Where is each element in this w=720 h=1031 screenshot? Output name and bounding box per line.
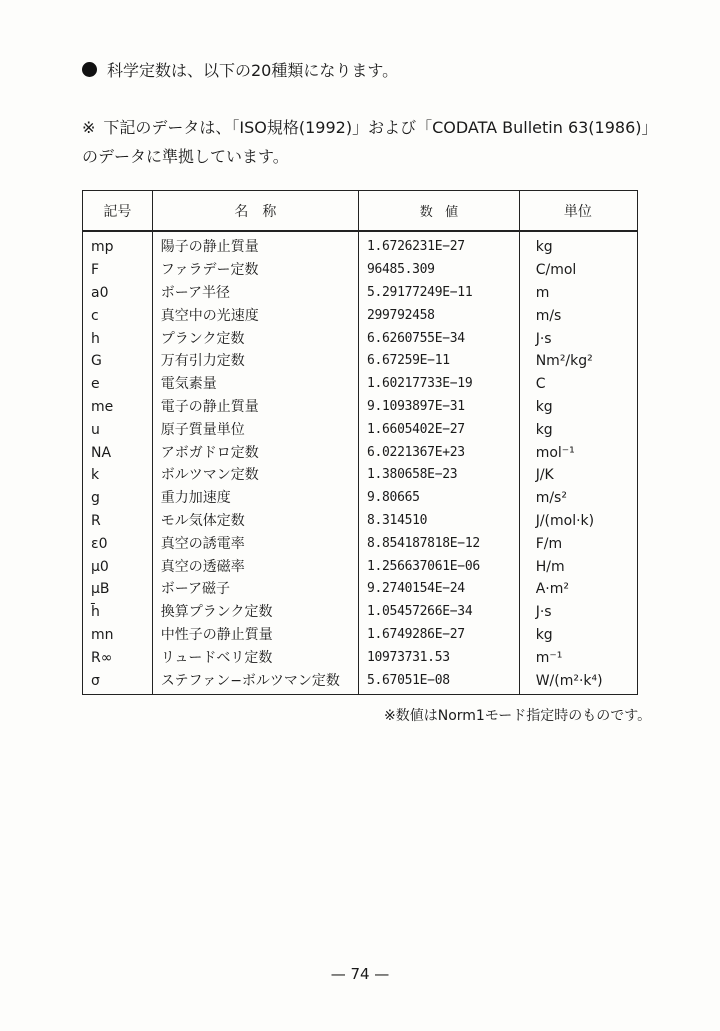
table-header-row xyxy=(83,191,638,232)
cell-symbol: mn xyxy=(83,624,153,647)
cell-unit: m/s² xyxy=(519,487,637,510)
cell-symbol: mp xyxy=(83,231,153,259)
cell-symbol: ε0 xyxy=(83,532,153,555)
cell-value: 9.1093897E−31 xyxy=(358,396,519,419)
cell-value: 1.256637061E−06 xyxy=(358,555,519,578)
cell-name: 電子の静止質量 xyxy=(152,396,358,419)
table-row xyxy=(83,259,638,282)
header-name: 名 称 xyxy=(152,191,358,232)
table-row xyxy=(83,624,638,647)
cell-name: 原子質量単位 xyxy=(152,418,358,441)
cell-symbol: e xyxy=(83,373,153,396)
cell-value: 1.6726231E−27 xyxy=(358,231,519,259)
cell-name: リュードベリ定数 xyxy=(152,646,358,669)
cell-name: 真空の透磁率 xyxy=(152,555,358,578)
cell-symbol: R xyxy=(83,510,153,533)
cell-unit: kg xyxy=(519,418,637,441)
cell-symbol: NA xyxy=(83,441,153,464)
cell-name: 万有引力定数 xyxy=(152,350,358,373)
table-row xyxy=(83,327,638,350)
cell-value: 1.6605402E−27 xyxy=(358,418,519,441)
cell-symbol: u xyxy=(83,418,153,441)
cell-value: 5.67051E−08 xyxy=(358,669,519,694)
cell-unit: m xyxy=(519,282,637,305)
cell-unit: mol⁻¹ xyxy=(519,441,637,464)
cell-unit: m⁻¹ xyxy=(519,646,637,669)
cell-name: ボーア磁子 xyxy=(152,578,358,601)
table-row xyxy=(83,418,638,441)
cell-unit: J/K xyxy=(519,464,637,487)
cell-name: 換算プランク定数 xyxy=(152,601,358,624)
cell-unit: J·s xyxy=(519,601,637,624)
header-value: 数 値 xyxy=(358,191,519,232)
cell-unit: A·m² xyxy=(519,578,637,601)
cell-symbol: R∞ xyxy=(83,646,153,669)
table-body xyxy=(83,231,638,694)
page-number: — 74 — xyxy=(330,965,390,983)
table-row xyxy=(83,282,638,305)
cell-name: 陽子の静止質量 xyxy=(152,231,358,259)
cell-symbol: h xyxy=(83,327,153,350)
table-row xyxy=(83,532,638,555)
header-unit: 単位 xyxy=(519,191,637,232)
table-row xyxy=(83,646,638,669)
cell-symbol: h̄ xyxy=(83,601,153,624)
table-row xyxy=(83,464,638,487)
cell-value: 6.6260755E−34 xyxy=(358,327,519,350)
cell-name: ステファン−ボルツマン定数 xyxy=(152,669,358,694)
table-row xyxy=(83,487,638,510)
cell-value: 96485.309 xyxy=(358,259,519,282)
cell-name: 中性子の静止質量 xyxy=(152,624,358,647)
cell-value: 1.6749286E−27 xyxy=(358,624,519,647)
table-row xyxy=(83,231,638,259)
constants-table xyxy=(82,190,638,695)
cell-unit: C/mol xyxy=(519,259,637,282)
cell-value: 10973731.53 xyxy=(358,646,519,669)
cell-value: 9.2740154E−24 xyxy=(358,578,519,601)
intro-text: 科学定数は、以下の20種類になります。 xyxy=(107,61,399,80)
cell-unit: C xyxy=(519,373,637,396)
table-row xyxy=(83,373,638,396)
cell-name: ボーア半径 xyxy=(152,282,358,305)
cell-value: 1.60217733E−19 xyxy=(358,373,519,396)
cell-unit: kg xyxy=(519,624,637,647)
cell-symbol: g xyxy=(83,487,153,510)
table-row xyxy=(83,555,638,578)
cell-unit: kg xyxy=(519,231,637,259)
cell-value: 1.05457266E−34 xyxy=(358,601,519,624)
cell-unit: Nm²/kg² xyxy=(519,350,637,373)
cell-name: 真空中の光速度 xyxy=(152,304,358,327)
cell-value: 6.67259E−11 xyxy=(358,350,519,373)
cell-name: 真空の誘電率 xyxy=(152,532,358,555)
header-symbol: 記号 xyxy=(83,191,153,232)
cell-name: アボガドロ定数 xyxy=(152,441,358,464)
source-note xyxy=(82,113,662,171)
cell-value: 8.854187818E−12 xyxy=(358,532,519,555)
cell-symbol: a0 xyxy=(83,282,153,305)
cell-unit: W/(m²·k⁴) xyxy=(519,669,637,694)
intro-line xyxy=(82,58,398,81)
cell-unit: J/(mol·k) xyxy=(519,510,637,533)
cell-name: モル気体定数 xyxy=(152,510,358,533)
cell-symbol: me xyxy=(83,396,153,419)
cell-unit: kg xyxy=(519,396,637,419)
note-mark: ※ xyxy=(82,118,96,137)
bullet-icon xyxy=(82,62,97,77)
cell-value: 1.380658E−23 xyxy=(358,464,519,487)
cell-symbol: F xyxy=(83,259,153,282)
cell-value: 9.80665 xyxy=(358,487,519,510)
cell-name: 重力加速度 xyxy=(152,487,358,510)
cell-name: ボルツマン定数 xyxy=(152,464,358,487)
cell-name: プランク定数 xyxy=(152,327,358,350)
table-row xyxy=(83,510,638,533)
cell-unit: F/m xyxy=(519,532,637,555)
cell-value: 299792458 xyxy=(358,304,519,327)
table-row xyxy=(83,350,638,373)
cell-value: 6.0221367E+23 xyxy=(358,441,519,464)
cell-name: ファラデー定数 xyxy=(152,259,358,282)
footnote: ※数値はNorm1モード指定時のものです。 xyxy=(384,708,652,724)
cell-name: 電気素量 xyxy=(152,373,358,396)
cell-symbol: k xyxy=(83,464,153,487)
cell-symbol: σ xyxy=(83,669,153,694)
table-row xyxy=(83,396,638,419)
note-text: 下記のデータは、「ISO規格(1992)」および「CODATA Bulletin 63(1986)」のデータに準拠しています。 xyxy=(82,118,658,166)
cell-symbol: G xyxy=(83,350,153,373)
cell-value: 8.314510 xyxy=(358,510,519,533)
cell-unit: H/m xyxy=(519,555,637,578)
table-row xyxy=(83,441,638,464)
cell-symbol: c xyxy=(83,304,153,327)
cell-value: 5.29177249E−11 xyxy=(358,282,519,305)
cell-unit: m/s xyxy=(519,304,637,327)
cell-symbol: μ0 xyxy=(83,555,153,578)
table-row xyxy=(83,578,638,601)
table-row xyxy=(83,669,638,694)
cell-unit: J·s xyxy=(519,327,637,350)
cell-symbol: μB xyxy=(83,578,153,601)
table-row xyxy=(83,601,638,624)
table-row xyxy=(83,304,638,327)
